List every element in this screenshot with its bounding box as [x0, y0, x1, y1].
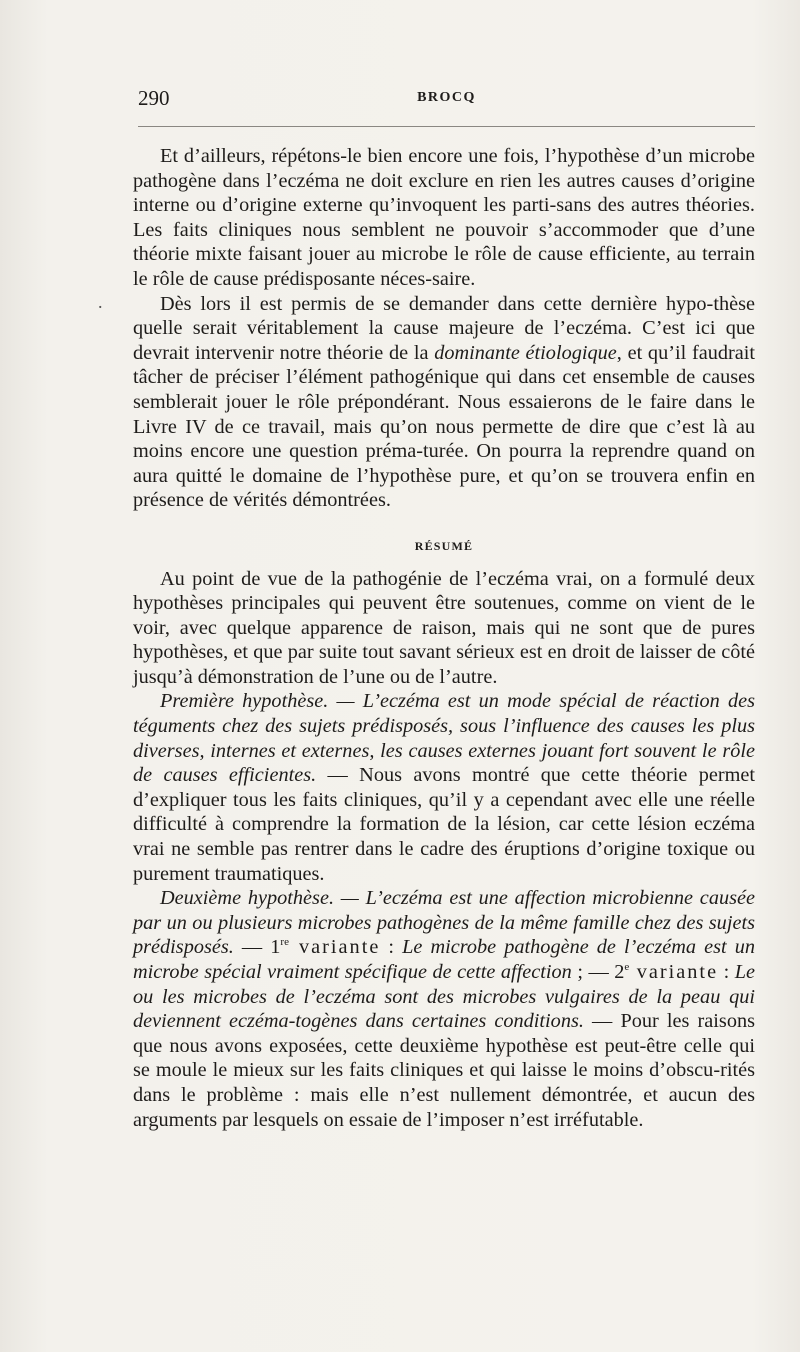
variant-1-label: variante	[288, 936, 381, 959]
paragraph-5-text: — Pour les raisons que nous avons exposées, cette deuxième hypothèse est peut-être celle qui se moule le mieux sur les faits cliniques et qui laisse le moins d’obscu-rités dans le problème : mais elle n’est nullement démontrée, et aucun des arguments par lesquels on essaie de l’imposer n’est irréfutable.	[133, 1010, 755, 1131]
paragraph-2-text-a: Dès lors il est permis de se demander dans cette dernière hypo-thèse quelle serait véritablement la cause majeure de l’eczéma. C’est ici que devrait intervenir notre théorie de la	[133, 292, 755, 364]
variant-1-number: 1	[270, 936, 281, 959]
paragraph-5	[133, 886, 755, 1132]
paragraph-2-text-b: , et qu’il faudrait tâcher de préciser l’élément pathogénique qui dans cet ensemble de causes semblerait jouer le rôle prépondérant. Nous essaierons de le faire dans le Livre IV de ce travail, mais qu’on nous permette de dire que c’est là au moins encore une question préma-turée. On pourra la reprendre quand on aura quitté le domaine de l’hypothèse pure, et qu’on se trouvera enfin en présence de vérités démontrées.	[133, 341, 756, 512]
dash-1: —	[233, 936, 271, 959]
paragraph-2	[133, 292, 755, 513]
paragraph-1: Et d’ailleurs, répétons-le bien encore une fois, l’hypothèse d’un microbe pathogène dans l’eczéma ne doit exclure en rien les autres causes d’origine interne ou d’origine externe qu’invoquent les parti-sans des autres théories. Les faits cliniques nous semblent ne pouvoir s’accommoder que d’une théorie mixte faisant jouer au microbe le rôle de cause efficiente, au terrain le rôle de cause prédisposante néces-saire.	[133, 145, 755, 290]
variant-2-number: 2	[614, 961, 625, 983]
header-rule	[138, 126, 755, 127]
variant-1-colon: :	[380, 936, 403, 959]
variant-2-colon: :	[718, 961, 735, 983]
dominante-etiologique-term: dominante étiologique	[434, 341, 617, 364]
paragraph-4	[133, 689, 755, 886]
variant-2-sup: e	[624, 961, 630, 974]
page-header	[138, 86, 755, 116]
page-number: 290	[138, 86, 170, 110]
paragraph-4-text: — Nous avons montré que cette théorie permet d’expliquer tous les faits cliniques, qu’il y a cependant avec elle une réelle difficulté à comprendre la formation de la lésion, car cette lésion eczéma vrai ne semble pas rentrer dans le cadre des éruptions d’origine toxique ou purement traumatiques.	[133, 764, 756, 885]
second-hypothesis: Deuxième hypothèse. — L’eczéma est une affection microbienne causée par un ou plusieurs microbes pathogènes de la même famille chez des sujets prédisposés.	[133, 887, 755, 959]
resume-heading: RÉSUMÉ	[414, 538, 474, 553]
first-hypothesis: Première hypothèse. — L’eczéma est un mode spécial de réaction des téguments chez des sujets prédisposés, sous l’influence des causes les plus diverses, internes et externes, les causes externes jouant fort souvent le rôle de causes efficientes.	[133, 690, 755, 787]
paragraph-3: Au point de vue de la pathogénie de l’eczéma vrai, on a formulé deux hypothèses principales qui peuvent être soutenues, comme on vient de le voir, avec quelque apparence de raison, mais qui ne sont que de pures hypothèses, et que par suite tout savant sérieux est en droit de laisser de côté jusqu’à démonstration de l’une ou de l’autre.	[133, 567, 755, 688]
variant-2-text: Le ou les microbes de l’eczéma sont des microbes vulgaires de la peau qui deviennent eczéma-togènes dans certaines conditions.	[133, 961, 755, 1033]
body-text	[133, 144, 755, 1132]
running-head: BROCQ	[417, 90, 476, 105]
variant-separator: ; —	[571, 961, 615, 983]
margin-mark: .	[98, 292, 103, 312]
variant-1-sup: re	[280, 936, 289, 949]
variant-2-label: variante	[629, 961, 719, 983]
variant-1-text: Le microbe pathogène de l’eczéma est un microbe spécial vraiment spécifique de cette affection	[133, 936, 756, 983]
